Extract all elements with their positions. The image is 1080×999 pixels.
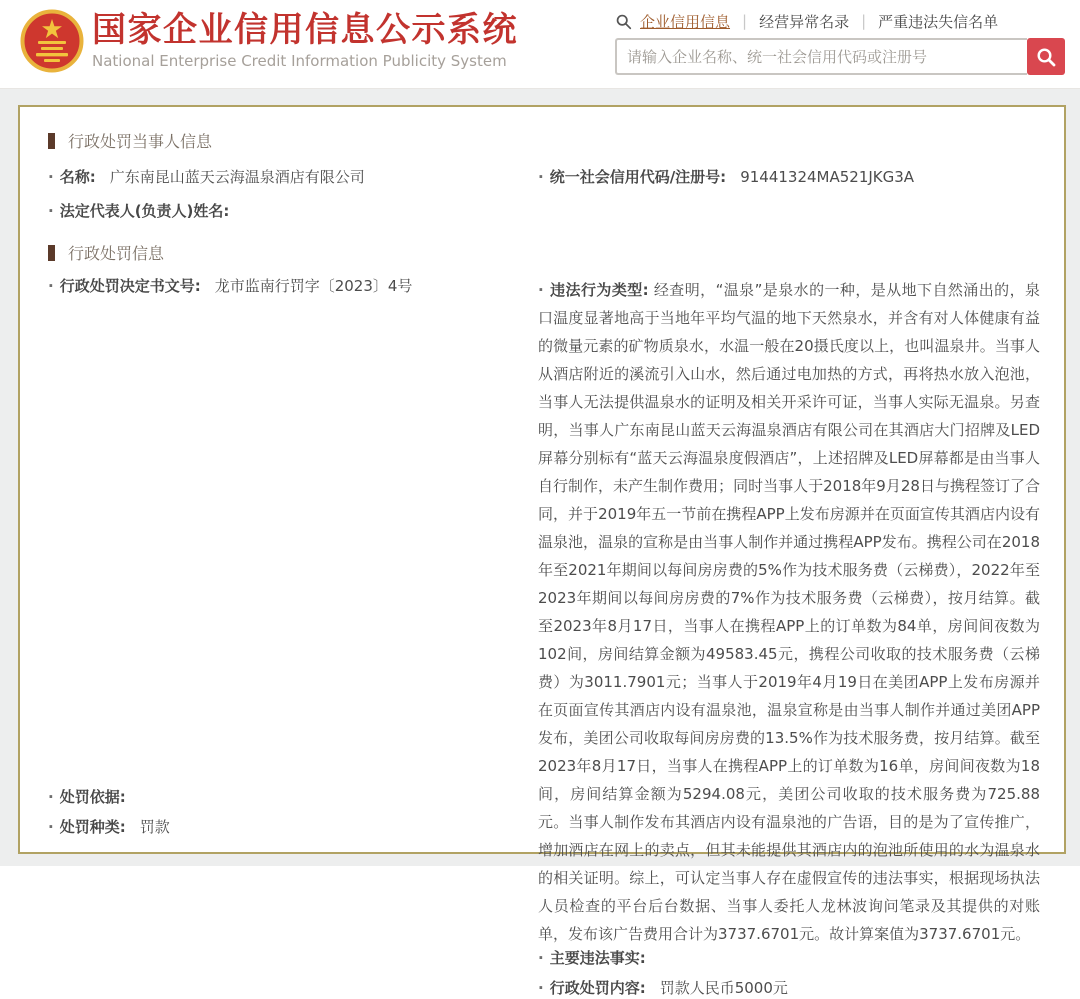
- field-penalty-kind: [48, 817, 538, 838]
- tab-enterprise-credit-info[interactable]: 企业信用信息: [640, 12, 731, 31]
- bullet: ·: [538, 168, 544, 186]
- tab-separator: |: [742, 12, 748, 30]
- search-button[interactable]: [1027, 38, 1065, 75]
- bullet: ·: [48, 202, 54, 220]
- field-penalty-content: [538, 978, 1040, 999]
- search-icon: [1035, 46, 1057, 68]
- field-label: 主要违法事实:: [549, 949, 646, 967]
- field-violation-type: [538, 276, 1040, 948]
- bullet: ·: [48, 277, 54, 295]
- search-tabs: [615, 8, 1065, 34]
- field-company-name: [48, 167, 538, 188]
- site-header: [0, 0, 1080, 89]
- field-value: 罚款: [139, 818, 170, 836]
- field-label: 处罚种类:: [59, 818, 126, 836]
- field-penalty-basis: [48, 787, 538, 808]
- party-info-left-column: [48, 167, 538, 222]
- field-label: 名称:: [59, 168, 96, 186]
- bullet: ·: [538, 949, 544, 967]
- page-title: 国家企业信用信息公示系统: [92, 10, 518, 50]
- field-main-illegal-facts: [538, 948, 1040, 969]
- section-title-party-info: [48, 129, 1040, 152]
- penalty-left-column: [48, 276, 538, 842]
- field-value: 龙市监南行罚字〔2023〕4号: [214, 277, 413, 295]
- field-legal-representative: [48, 201, 538, 222]
- search-row: [615, 38, 1065, 75]
- field-label: 法定代表人(负责人)姓名:: [59, 202, 230, 220]
- violation-type-text: 经查明，“温泉”是泉水的一种，是从地下自然涌出的，泉口温度显著地高于当地年平均气温的地下天然泉水，并含有对人体健康有益的微量元素的矿物质泉水，水温一般在20摄氏度以上，也叫温泉井。当事人从酒店附近的溪流引入山水，然后通过电加热的方式，再将热水放入泡池，当事人无法提供温泉水的证明及相关开采许可证，当事人实际无温泉。另查明，当事人广东南昆山蓝天云海温泉酒店有限公司在其酒店大门招牌及LED屏幕分别标有“蓝天云海温泉度假酒店”，上述招牌及LED屏幕都是由当事人自行制作，未产生制作费用；同时当事人于2018年9月28日与携程签订了合同，并于2019年五一节前在携程APP上发布房源并在页面宣传其酒店内设有温泉池，温泉的宣称是由当事人制作并通过携程APP发布。携程公司在2018年至2021年期间以每间房房费的5%作为技术服务费（云梯费），2022年至2023年期间以每间房房费的7%作为技术服务费（云梯费），按月结算。截至2023年8月17日，当事人在携程APP上的订单数为84单，房间间夜数为102间，房间结算金额为49583.45元，携程公司收取的技术服务费（云梯费）为3011.7901元；当事人于2019年4月19日在美团APP上发布房源并在页面宣传其酒店内设有温泉池，温泉宣称是由当事人制作并通过美团APP发布，美团公司收取每间房房费的13.5%作为技术服务费，按月结算。截至2023年8月17日，当事人在携程APP上的订单数为16单，房间间夜数为18间，房间结算金额为5294.08元，美团公司收取的技术服务费为725.88元。当事人制作发布其酒店内设有温泉池的广告语，目的是为了宣传推广，增加酒店在网上的卖点，但其未能提供其酒店内的泡池所使用的水为温泉水的相关证明。综上，可认定当事人存在虚假宣传的违法事实，根据现场执法人员检查的平台后台数据、当事人委托人龙林波询问笔录及其提供的对账单，发布该广告费用合计为3737.6701元。故计算案值为3737.6701元。: [538, 281, 1041, 943]
- bullet: ·: [538, 281, 544, 299]
- penalty-info-grid: [48, 276, 1041, 997]
- tab-abnormal-operations-list[interactable]: 经营异常名录: [759, 12, 850, 31]
- party-info-right-column: [538, 167, 1040, 222]
- section-title-text: 行政处罚信息: [68, 244, 165, 263]
- section-title-penalty-info: [48, 241, 1040, 264]
- search-input[interactable]: [615, 38, 1027, 75]
- party-info-grid: [48, 167, 1040, 222]
- national-emblem-logo: [20, 9, 84, 77]
- field-label: 处罚依据:: [59, 788, 126, 806]
- penalty-detail-card: [18, 105, 1066, 997]
- bullet: ·: [538, 979, 544, 997]
- field-label: 统一社会信用代码/注册号:: [549, 168, 727, 186]
- field-credit-code: [538, 167, 1040, 188]
- search-icon: [615, 13, 632, 30]
- section-title-text: 行政处罚当事人信息: [68, 132, 213, 151]
- field-label: 违法行为类型:: [549, 281, 649, 299]
- bullet: ·: [48, 818, 54, 836]
- page-subtitle: National Enterprise Credit Information Publicity System: [92, 52, 507, 70]
- field-value: 91441324MA521JKG3A: [740, 168, 915, 186]
- tab-serious-violations-list[interactable]: 严重违法失信名单: [878, 12, 999, 31]
- bullet: ·: [48, 788, 54, 806]
- field-value: 广东南昆山蓝天云海温泉酒店有限公司: [109, 168, 365, 186]
- penalty-right-column: [538, 276, 1041, 997]
- field-label: 行政处罚决定书文号:: [59, 277, 201, 295]
- section-marker: [48, 245, 55, 261]
- main-content-area: [0, 89, 1080, 997]
- bullet: ·: [48, 168, 54, 186]
- field-value: 罚款人民币5000元: [659, 979, 788, 997]
- field-label: 行政处罚内容:: [549, 979, 646, 997]
- section-marker: [48, 133, 55, 149]
- field-decision-document-number: [48, 276, 538, 297]
- search-area: [615, 8, 1065, 75]
- title-block: [92, 9, 518, 70]
- tab-separator: |: [861, 12, 867, 30]
